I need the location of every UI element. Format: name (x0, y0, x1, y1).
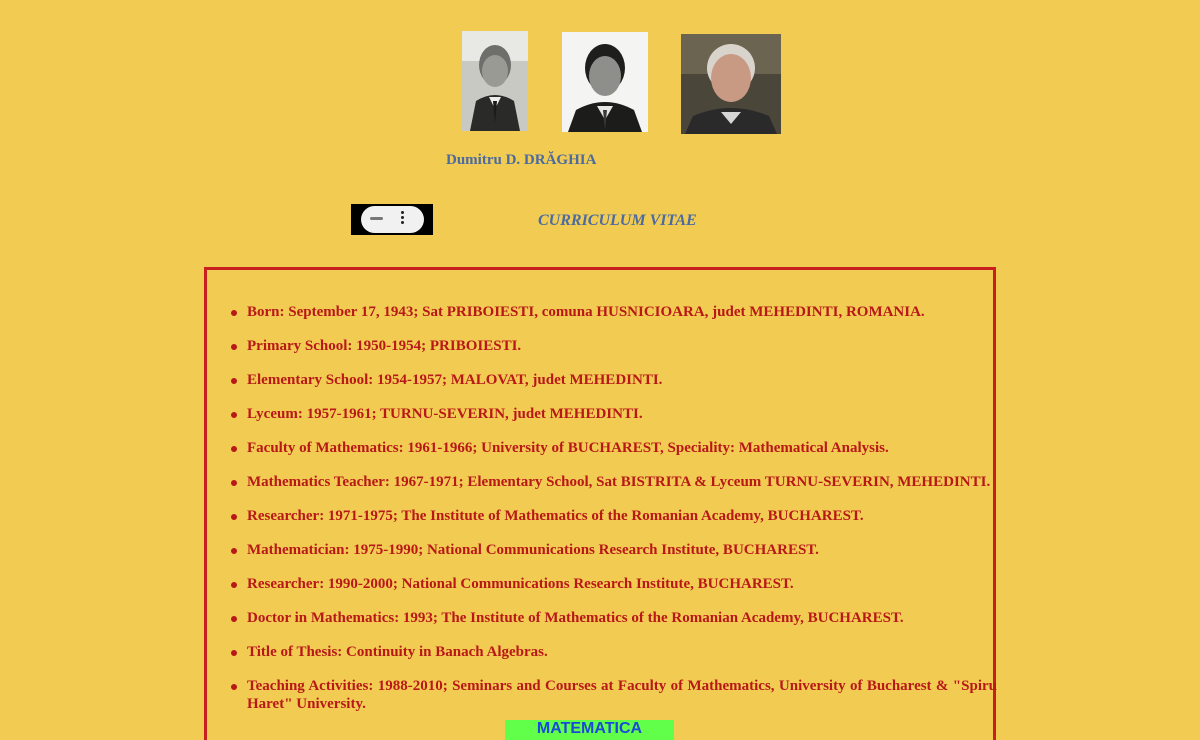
list-item: Primary School: 1950-1954; PRIBOIESTI. (247, 337, 997, 355)
list-item: Mathematician: 1975-1990; National Communications Research Institute, BUCHAREST. (247, 541, 997, 559)
more-options-icon[interactable] (401, 211, 405, 227)
matematica-link-label[interactable]: MATEMATICA (536, 720, 643, 737)
portrait-older-photo (681, 34, 781, 134)
list-item: Researcher: 1971-1975; The Institute of Mathematics of the Romanian Academy, BUCHAREST. (247, 507, 997, 525)
curriculum-vitae-title: CURRICULUM VITAE (538, 212, 697, 229)
portrait-young-photo (462, 31, 528, 131)
list-item: Teaching Activities: 1988-2010; Seminars and Courses at Faculty of Mathematics, University of Bucharest & "Spiru Haret" University. (247, 678, 997, 712)
portrait-middle-age-photo (562, 32, 648, 132)
cv-list (247, 303, 997, 729)
list-item: Researcher: 1990-2000; National Communications Research Institute, BUCHAREST. (247, 575, 997, 593)
volume-bar-icon[interactable] (370, 217, 383, 220)
author-name: Dumitru D. DRĂGHIA (446, 152, 597, 168)
matematica-link[interactable] (505, 720, 674, 740)
list-item: Faculty of Mathematics: 1961-1966; University of BUCHAREST, Speciality: Mathematical Analysis. (247, 439, 997, 457)
list-item: Born: September 17, 1943; Sat PRIBOIESTI, comuna HUSNICIOARA, judet MEHEDINTI, ROMANIA. (247, 303, 997, 321)
list-item: Doctor in Mathematics: 1993; The Institute of Mathematics of the Romanian Academy, BUCHAREST. (247, 609, 997, 627)
list-item: Elementary School: 1954-1957; MALOVAT, judet MEHEDINTI. (247, 371, 997, 389)
list-item: Mathematics Teacher: 1967-1971; Elementary School, Sat BISTRITA & Lyceum TURNU-SEVERIN, MEHEDINTI. (247, 473, 997, 491)
list-item: Lyceum: 1957-1961; TURNU-SEVERIN, judet MEHEDINTI. (247, 405, 997, 423)
list-item: Title of Thesis: Continuity in Banach Algebras. (247, 643, 997, 661)
audio-player-widget[interactable] (351, 204, 433, 235)
